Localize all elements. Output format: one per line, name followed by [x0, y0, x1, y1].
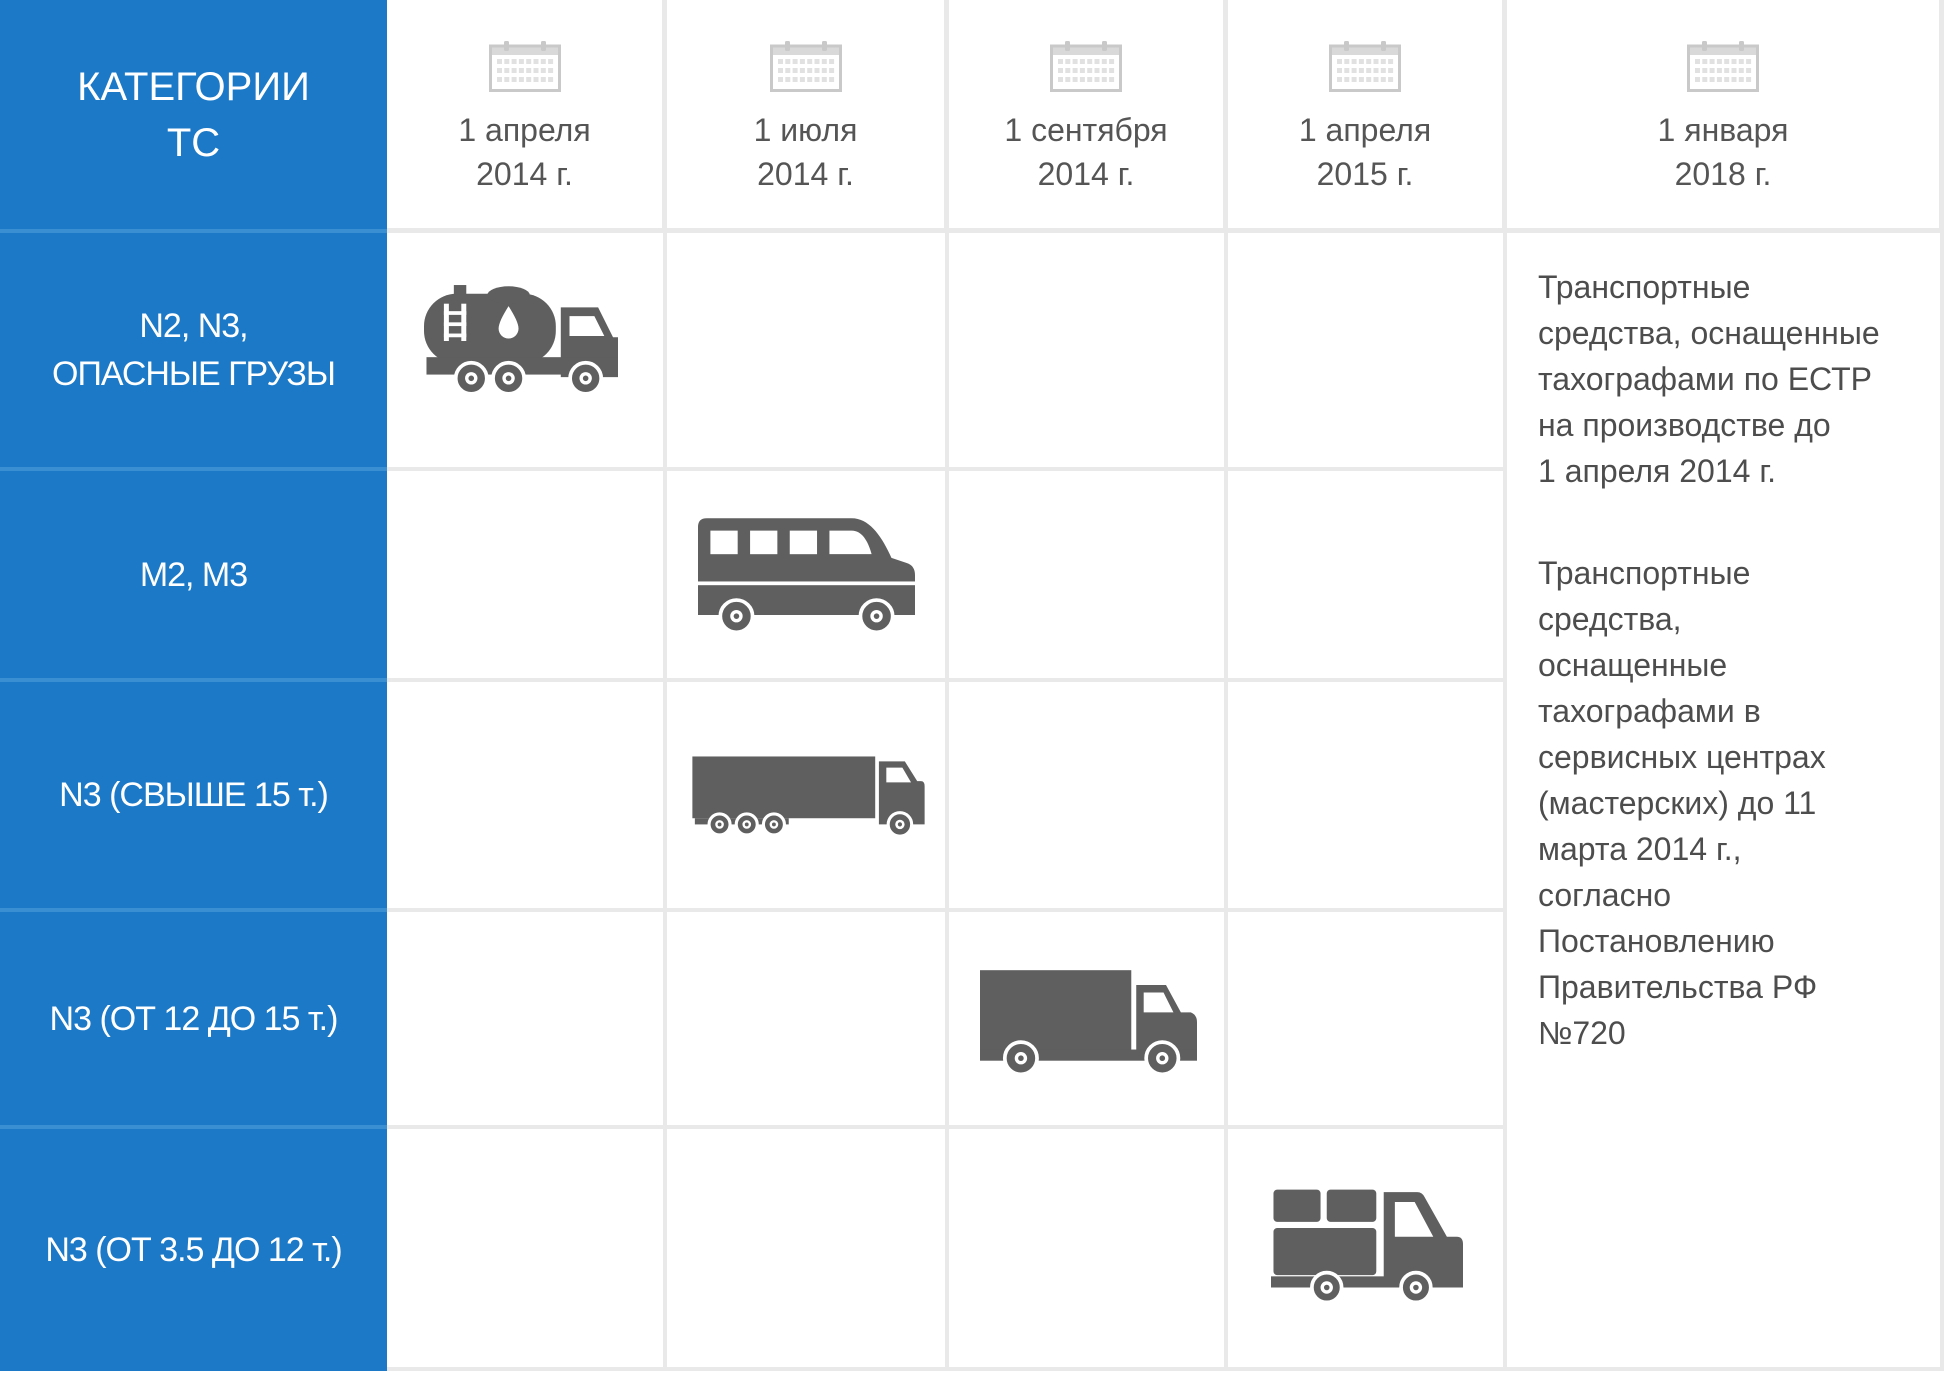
timeline-cell [387, 912, 667, 1129]
date-year: 2014 г. [757, 156, 854, 192]
timeline-cell [667, 233, 949, 471]
note-line: средства, [1538, 601, 1682, 637]
category-label: N3 (ОТ 12 ДО 15 т.) [49, 999, 338, 1038]
note-line: тахографами по ЕСТР [1538, 361, 1872, 397]
timeline-cell [949, 233, 1228, 471]
date-day-month: 1 апреля [1298, 112, 1432, 148]
note-line: 1 апреля 2014 г. [1538, 453, 1776, 489]
note-line: (мастерских) до 11 [1538, 785, 1817, 821]
tanker-truck-icon [424, 285, 618, 397]
note-line: сервисных центрах [1538, 739, 1826, 775]
note-line: согласно [1538, 877, 1672, 913]
category-label: ОПАСНЫЕ ГРУЗЫ [52, 355, 335, 393]
note-line: Транспортные [1538, 269, 1751, 305]
calendar-icon [1050, 40, 1122, 92]
calendar-icon [770, 40, 842, 92]
date-column-header [667, 0, 949, 233]
category-cell [0, 233, 387, 471]
note-line: средства, оснащенные [1538, 315, 1880, 351]
timeline-cell [387, 471, 667, 682]
note-line: №720 [1538, 1015, 1626, 1051]
timeline-cell [667, 471, 949, 682]
date-day-month: 1 апреля [458, 112, 591, 148]
note-cell [1507, 233, 1944, 1371]
date-year: 2014 г. [476, 156, 573, 192]
box-truck-icon [980, 970, 1197, 1077]
category-header-line: ТС [166, 120, 221, 165]
timeline-cell [667, 682, 949, 912]
timeline-cell [949, 912, 1228, 1129]
category-cell [0, 1129, 387, 1371]
category-header-line: КАТЕГОРИИ [77, 64, 310, 109]
timeline-cell [949, 1129, 1228, 1371]
note-line: Транспортные [1538, 555, 1751, 591]
note-line: на производстве до [1538, 407, 1831, 443]
date-day-month: 1 января [1657, 112, 1789, 148]
timeline-cell [387, 682, 667, 912]
date-year: 2018 г. [1674, 156, 1772, 192]
category-cell [0, 471, 387, 682]
timeline-cell [1228, 912, 1507, 1129]
category-label: M2, M3 [139, 555, 248, 594]
category-label: N3 (СВЫШЕ 15 т.) [59, 776, 328, 814]
category-label: N2, N3, [139, 307, 248, 345]
note-line: Правительства РФ [1538, 969, 1818, 1005]
date-year: 2014 г. [1037, 156, 1135, 192]
category-cell [0, 682, 387, 912]
timeline-cell [1228, 682, 1507, 912]
note-line: Постановлению [1538, 923, 1775, 959]
note-line: тахографами в [1538, 693, 1761, 729]
calendar-icon [1329, 40, 1401, 92]
date-column-header [1507, 0, 1944, 233]
note-line: марта 2014 г., [1538, 831, 1742, 867]
timeline-cell [387, 233, 667, 471]
bus-icon [698, 518, 915, 635]
date-column-header [949, 0, 1228, 233]
timeline-cell [1228, 1129, 1507, 1371]
date-day-month: 1 сентября [1004, 112, 1168, 148]
note-paragraph [1538, 264, 1940, 494]
semi-truck-icon [692, 754, 925, 838]
cargo-truck-icon [1271, 1187, 1463, 1305]
calendar-icon [1687, 40, 1759, 92]
date-year: 2015 г. [1316, 156, 1414, 192]
timeline-cell [1228, 233, 1507, 471]
category-cell [0, 912, 387, 1129]
timeline-cell [1228, 471, 1507, 682]
timeline-cell [387, 1129, 667, 1371]
calendar-icon [489, 40, 561, 92]
date-day-month: 1 июля [753, 112, 858, 148]
note-line: оснащенные [1538, 647, 1728, 683]
timeline-cell [667, 1129, 949, 1371]
timeline-cell [949, 471, 1228, 682]
category-label: N3 (ОТ 3.5 ДО 12 т.) [45, 1231, 342, 1269]
timeline-cell [949, 682, 1228, 912]
category-header-cell [0, 0, 387, 233]
timeline-cell [667, 912, 949, 1129]
date-column-header [1228, 0, 1507, 233]
date-column-header [387, 0, 667, 233]
note-paragraph [1538, 550, 1940, 1056]
